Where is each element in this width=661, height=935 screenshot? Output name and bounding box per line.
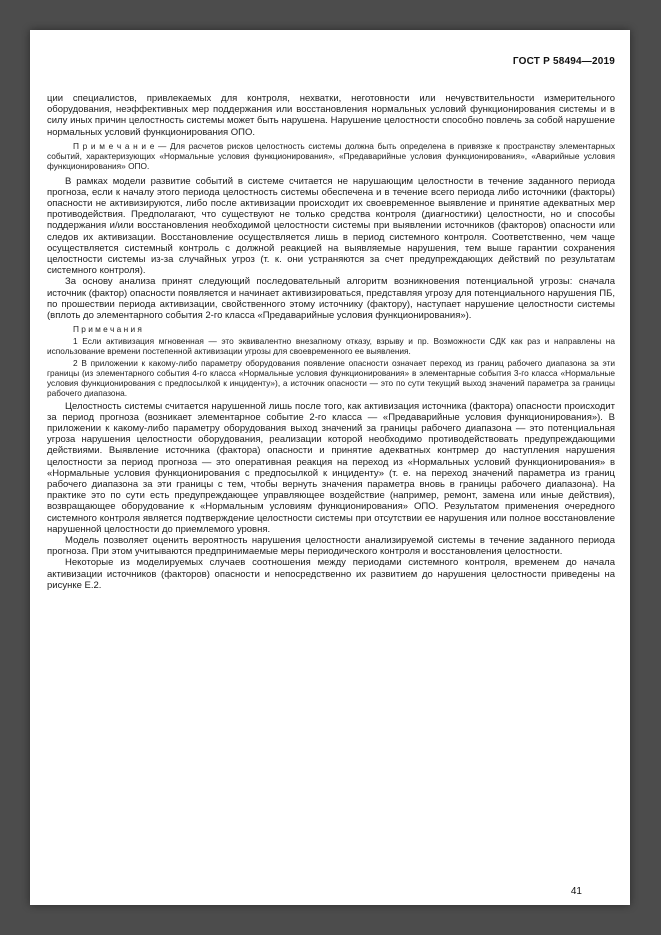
paragraph-note: П р и м е ч а н и е — Для расчетов рисков целостность системы должна быть определена в привязке к пространству элементарных событий, характеризующих «Нормальные условия функционирования», «Предаварийные условия функционирования», «Аварийные условия функционирования» ОПО.: [47, 140, 615, 171]
paragraph-body: Модель позволяет оценить вероятность нарушения целостности анализируемой системы в течение заданного периода прогноза. При этом учитываются предпринимаемые меры периодического контроля и восстановления целостности.: [47, 534, 615, 558]
document-content: [47, 93, 615, 591]
paragraph-body: Некоторые из моделируемых случаев соотношения между периодами системного контроля, временем до начала активизации источников (факторов) опасности и непосредственно их развитием до нарушения целостности приведены на рисунке Е.2.: [47, 557, 615, 591]
paragraph-note: 1 Если активизация мгновенная — это эквивалентно внезапному отказу, взрыву и пр. Возможности СДК как раз и направлены на использование времени постепенной активизации угрозы для своевременного ее выявления.: [47, 336, 615, 356]
paragraph-note: 2 В приложении к какому-либо параметру оборудования появление опасности означает переход из границ рабочего диапазона за эти границы (из элементарного события 4-го класса «Нормальные условия функционирования» в элементарные события 3-го класса «Нормальные условия функционирования с предпосылкой к инциденту»), а источник опасности — это по сути текущий выход значений параметра за границы рабочего диапазона.: [47, 357, 615, 398]
document-header-standard-number: ГОСТ Р 58494—2019: [512, 56, 615, 67]
paragraph-body: ции специалистов, привлекаемых для контроля, нехватки, неготовности или нечувствительности измерительного оборудования, неэффективных мер поддержания или восстановления нормальных условий функционирования системы и в силу иных причин целостность системы может быть нарушена. Нарушение целостности способно повлечь за собой нарушение нормальных условий функционирования ОПО.: [47, 93, 615, 138]
paragraph-body: За основу анализа принят следующий последовательный алгоритм возникновения потенциальной угрозы: сначала источник (фактор) опасности появляется и начинает активизироваться, представляя угрозу для потенциального нарушения ПБ, по прошествии периода активизации, свойственного этому источнику (фактору), наступает нарушение целостности системы (вплоть до элементарного события 2-го класса «Предаварийные условия функционирования»).: [47, 276, 615, 321]
paragraph-notes-heading: П р и м е ч а н и я: [73, 324, 142, 335]
page-number: 41: [570, 886, 582, 897]
document-page: [30, 30, 630, 905]
paragraph-body: В рамках модели развитие событий в системе считается не нарушающим целостности в течение заданного периода прогноза, если к началу этого периода целостность системы обеспечена и в течение всего периода либо источники (факторы) опасности не активизируются, либо после активизации происходит их своевременное выявление и принятие адекватных мер противодействия. Предполагают, что существуют не только средства контроля (диагностики) целостности, но и способы поддержания и/или восстановления необходимой целостности системы при выявлении источников (факторов) опасности или следов их активизации. Восстановление осуществляется лишь в период системного контроля. Соответственно, чем чаще осуществляется системный контроль с должной реакцией на выявляемые нарушения, тем выше гарантии сохранения целостности системы из-за случайных угроз (т. к. они устраняются за счет предупреждающих действий по результатам системного контроля).: [47, 175, 615, 277]
paragraph-body: Целостность системы считается нарушенной лишь после того, как активизация источника (фактора) опасности происходит за период прогноза (возникает элементарное событие 2-го класса — «Предаварийные условия функционирования»). В приложении к какому-либо параметру оборудования выход значений за границы рабочего диапазона — это потенциальная угроза нарушения целостности оборудования, реализации которой необходимо противодействовать предупреждающими действиями. Выявление источника (фактора) опасности и принятие адекватных контрмер до наступления нарушения целостности за период прогноза — это оперативная реакция на переход из «Нормальных условий функционирования» в «Нормальные условия функционирования с предпосылкой к инциденту» (т. е. на переход значений параметра из границ рабочего диапазона за эти границы с тем, чтобы вернуть значения параметра вновь в границы рабочего диапазона). На практике это по сути есть предупреждающее управляющее воздействие (например, ремонт, замена или иные действия), возвращающее оборудование к «Нормальным условиям функционирования» ОПО. Результатом применения очередного системного контроля является подтверждение целостности системы при отсутствии ее нарушения или полное восстановление нарушенной целостности до приемлемого уровня.: [47, 400, 615, 535]
